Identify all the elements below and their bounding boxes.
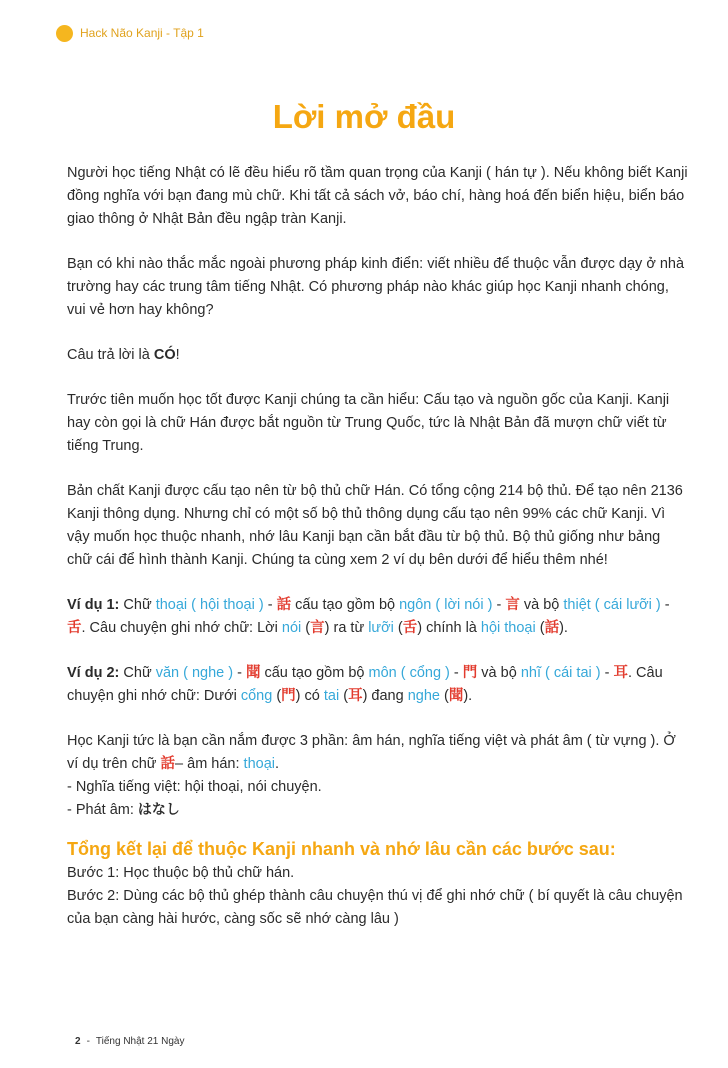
example-label: Ví dụ 1: — [67, 597, 120, 613]
example-2: Ví dụ 2: Chữ văn ( nghe ) - 聞 cấu tạo gồm bộ môn ( cổng ) - 門 và bộ nhĩ ( cái tai ) - 耳. Câu chuyện ghi nhớ chữ: Dưới cổng (門) có tai (耳) đang nghe (聞). — [67, 665, 663, 704]
paragraph-three-parts: Học Kanji tức là bạn cần nắm được 3 phần: âm hán, nghĩa tiếng việt và phát âm ( từ vựng ). Ở ví dụ trên chữ 話– âm hán: thoại. - Nghĩa tiếng việt: hội thoại, nói chuyện. - Phát âm: はなし — [67, 730, 689, 822]
paragraph-intro: Người học tiếng Nhật có lẽ đều hiểu rõ tầm quan trọng của Kanji ( hán tự ). Nếu không biết Kanji đồng nghĩa với bạn đang mù chữ. Khi tất cả sách vở, báo chí, hàng hoá đến biển hiệu, biển báo giao thông ở Nhật Bản đều ngập tràn Kanji. — [67, 165, 688, 227]
kana-reading: はなし — [137, 802, 180, 818]
paragraph-radicals: Bản chất Kanji được cấu tạo nên từ bộ thủ chữ Hán. Có tổng cộng 214 bộ thủ. Để tạo nên 2136 Kanji thông dụng. Nhưng chỉ có một số bộ thủ thông dụng cấu tạo nên 99% các chữ Kanji. Vì vậy muốn học thuộc nhanh, nhớ lâu Kanji bạn cần bắt đầu từ bộ thủ. Bộ thủ giống như bảng chữ cái để hình thành Kanji. Chúng ta cùng xem 2 ví dụ bên dưới để hiểu thêm nhé! — [67, 483, 683, 568]
pronunciation-line: - Phát âm: はなし — [67, 802, 180, 818]
kanji: 言 — [310, 620, 325, 636]
header-dot-icon — [56, 25, 73, 42]
kanji: 門 — [462, 665, 478, 681]
kanji: 話 — [544, 620, 560, 636]
page-number: 2 — [75, 1036, 81, 1047]
step-1: Bước 1: Học thuộc bộ thủ chữ hán. — [67, 865, 295, 881]
kanji: 聞 — [448, 688, 464, 704]
kanji: 言 — [505, 597, 520, 613]
example-1: Ví dụ 1: Chữ thoại ( hội thoại ) - 話 cấu tạo gồm bộ ngôn ( lời nói ) - 言 và bộ thiệt ( cái lưỡi ) - 舌. Câu chuyện ghi nhớ chữ: Lời nói (言) ra từ lưỡi (舌) chính là hội thoại (話). — [67, 597, 670, 636]
page-body — [67, 162, 689, 931]
example-label: Ví dụ 2: — [67, 665, 120, 681]
footer-separator: - — [86, 1036, 90, 1047]
page-title: Lời mở đầu — [272, 98, 456, 135]
kanji: 舌 — [402, 620, 418, 636]
kanji: 舌 — [67, 620, 82, 636]
kanji: 話 — [160, 756, 176, 772]
answer-bold: CÓ — [153, 347, 176, 363]
step-2: Bước 2: Dùng các bộ thủ ghép thành câu chuyện thú vị để ghi nhớ chữ ( bí quyết là câu chuyện của bạn càng hài hước, càng sốc sẽ nhớ càng lâu ) — [67, 888, 683, 927]
kanji: 耳 — [348, 688, 363, 704]
footer-book-title: Tiếng Nhật 21 Ngày — [95, 1036, 185, 1047]
page-footer — [75, 1036, 184, 1047]
kanji: 話 — [276, 597, 292, 613]
meaning-line: - Nghĩa tiếng việt: hội thoại, nói chuyện. — [67, 779, 322, 795]
kanji: 門 — [281, 688, 296, 704]
header-book-title: Hack Não Kanji - Tập 1 — [80, 26, 204, 40]
running-header — [56, 23, 204, 43]
kanji: 耳 — [613, 665, 628, 681]
kanji: 聞 — [245, 665, 261, 681]
paragraph-answer: Câu trả lời là CÓ! — [67, 347, 180, 363]
paragraph-origin: Trước tiên muốn học tốt được Kanji chúng ta cần hiểu: Cấu tạo và nguồn gốc của Kanji. Kanji hay còn gọi là chữ Hán được bắt nguồn từ Trung Quốc, tức là Nhật Bản đã mượn chữ viết từ tiếng Trung. — [67, 392, 670, 454]
summary-heading: Tổng kết lại để thuộc Kanji nhanh và nhớ lâu cần các bước sau: — [67, 839, 616, 859]
paragraph-question: Bạn có khi nào thắc mắc ngoài phương pháp kinh điển: viết nhiều để thuộc vẫn được dạy ở nhà trường hay các trung tâm tiếng Nhật. Có phương pháp nào khác giúp học Kanji nhanh chóng, vui vẻ hơn hay không? — [67, 256, 685, 318]
